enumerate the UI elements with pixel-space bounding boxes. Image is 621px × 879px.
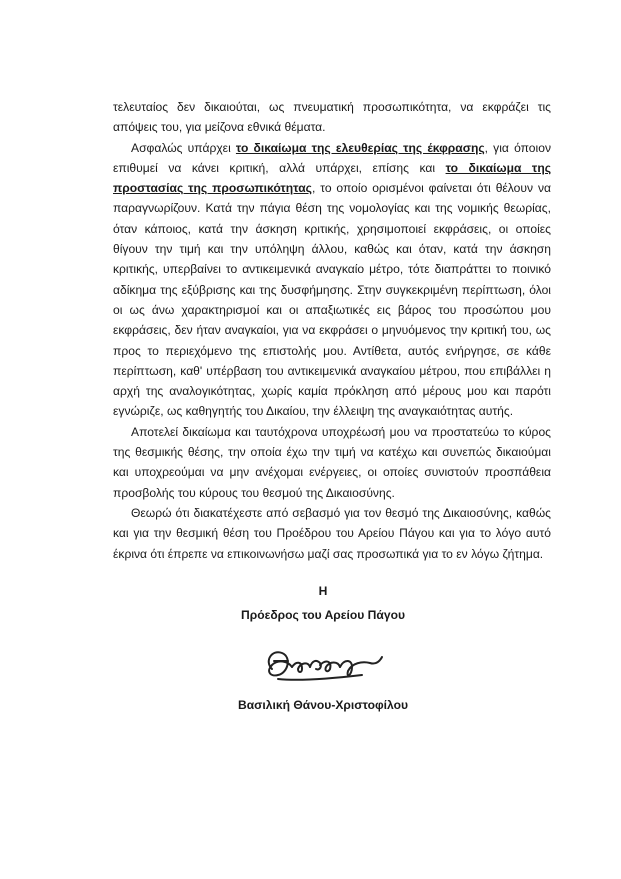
personality-protection-highlight: το δικαίωμα της προστασίας της προσωπικότητας <box>113 160 551 196</box>
paragraph-4: Θεωρώ ότι διακατέχεστε από σεβασμό για τον θεσμό της Δικαιοσύνης, καθώς και για την θεσμική θέση του Προέδρου του Αρείου Πάγου και για το λόγο αυτό έκρινα ότι έπρεπε να επικοινωνήσω μαζί σας προσωπικά για το εν λόγω ζήτημα. <box>113 505 551 561</box>
handwritten-signature <box>258 639 388 689</box>
signature-block <box>113 581 551 715</box>
signature-title: Πρόεδρος του Αρείου Πάγου <box>240 607 405 622</box>
signatory-name: Βασιλική Θάνου-Χριστοφίλου <box>237 697 409 712</box>
paragraph-2-part-2: , για όποιον επιθυμεί να κάνει κριτική, αλλά υπάρχει, επίσης και <box>113 140 551 175</box>
letter-body <box>113 97 551 564</box>
paragraph-2-part-3: , το οποίο ορισμένοι φαίνεται ότι θέλουν να παραγνωρίζουν. Κατά την πάγια θέση της νομολογίας και της νομικής θεωρίας, όταν κάποιος, κατά την άσκηση κριτικής, χρησιμοποιεί εκφράσεις, οι οποίες θίγουν την τιμή και την υπόληψη άλλου, καθώς και όταν, κατά την άσκηση κριτικής, υπερβαίνει το αντικειμενικά αναγκαίο μέτρο, τότε διαπράττει το ποινικό αδίκημα της εξύβρισης και της δυσφήμησης. Στην συγκεκριμένη περίπτωση, όλοι οι ως άνω χαρακτηρισμοί και οι απαξιωτικές εις βάρος του προσώπου μου εκφράσεις, δεν ήταν αναγκαίοι, για να εκφράσει ο μηνυόμενος την κριτική του, ως προς το περιεχόμενο της επιστολής μου. Αντίθετα, αυτός ενήργησε, σε κάθε περίπτωση, καθ' υπέρβαση του αντικειμενικά αναγκαίου μέτρου, που επιβάλλει η αρχή της αναλογικότητας, χωρίς καμία πρόκληση από μέρους μου και παρότι εγνώριζε, ως καθηγητής του Δικαίου, την έλλειψη της αναγκαιότητας αυτής. <box>113 181 551 419</box>
signature-article: Η <box>318 583 328 598</box>
freedom-of-expression-highlight: το δικαίωμα της ελευθερίας της έκφρασης <box>235 140 485 155</box>
paragraph-3: Αποτελεί δικαίωμα και ταυτόχρονα υποχρέωσή μου να προστατεύω το κύρος της θεσμικής θέσης, την οποία έχω την τιμή να κατέχω και συνεπώς δικαιούμαι και υποχρεούμαι να μην ανέχομαι ενέργειες, οι οποίες συνιστούν προσπάθεια προσβολής του κύρους του θεσμού της Δικαιοσύνης. <box>113 424 551 500</box>
paragraph-2 <box>113 138 551 422</box>
paragraph-1: τελευταίος δεν δικαιούται, ως πνευματική προσωπικότητα, να εκφράζει τις απόψεις του, για μείζονα εθνικά θέματα. <box>113 100 551 135</box>
paragraph-2-part-1: Ασφαλώς υπάρχει <box>131 140 236 155</box>
